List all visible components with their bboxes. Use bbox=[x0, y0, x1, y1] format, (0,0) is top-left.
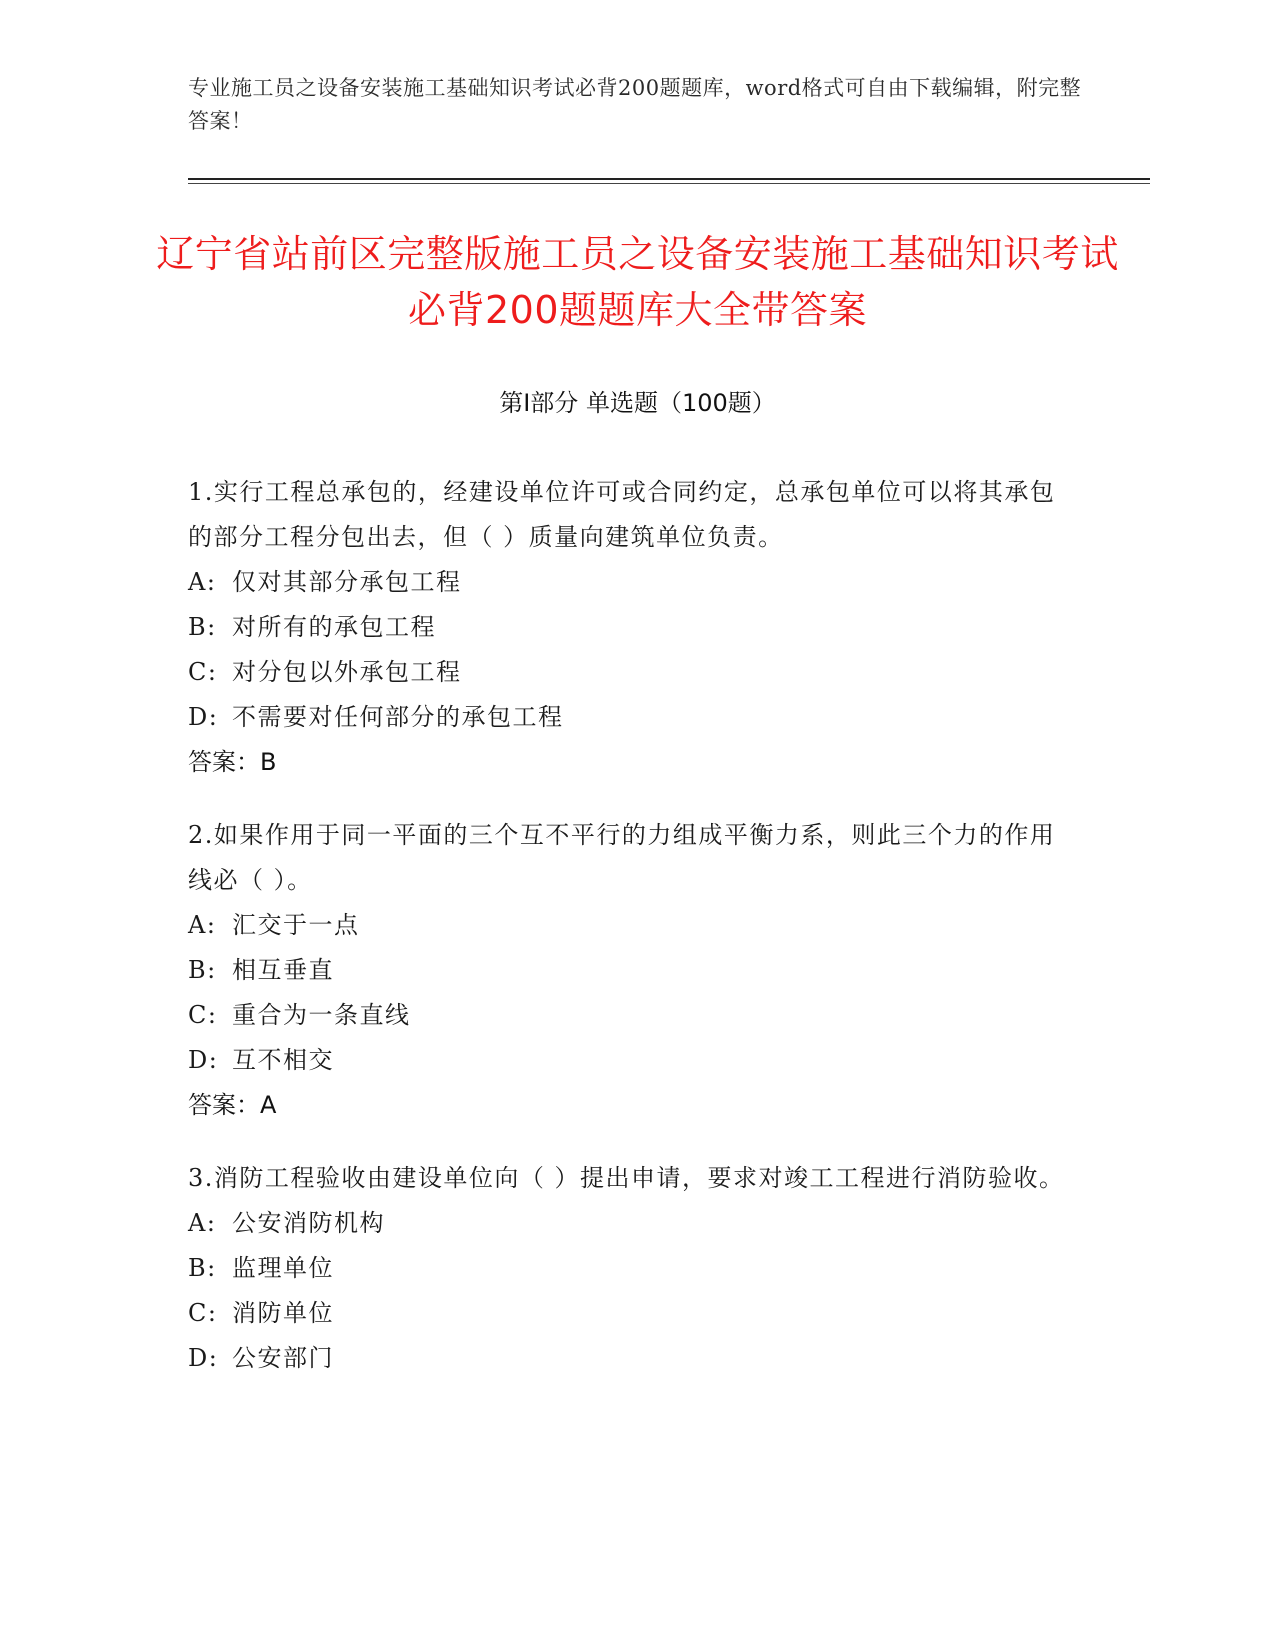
option-text: 对所有的承包工程 bbox=[232, 613, 436, 641]
option-letter: B: bbox=[188, 1254, 217, 1282]
option-c bbox=[188, 650, 1078, 695]
option-letter: D: bbox=[188, 703, 219, 731]
option-text: 重合为一条直线 bbox=[232, 1001, 411, 1029]
question-2 bbox=[188, 813, 1078, 1128]
option-d bbox=[188, 695, 1078, 740]
option-text: 对分包以外承包工程 bbox=[232, 658, 462, 686]
option-letter: C: bbox=[188, 658, 218, 686]
option-letter: B: bbox=[188, 956, 217, 984]
option-letter: B: bbox=[188, 613, 217, 641]
option-text: 汇交于一点 bbox=[232, 911, 360, 939]
question-stem: 1.实行工程总承包的，经建设单位许可或合同约定，总承包单位可以将其承包的部分工程分包出去，但（ ）质量向建筑单位负责。 bbox=[188, 478, 1056, 551]
option-b bbox=[188, 605, 1078, 650]
header-rule-thick bbox=[188, 178, 1150, 180]
option-c bbox=[188, 1291, 1078, 1336]
answer-prefix: 答案： bbox=[188, 748, 260, 776]
option-text: 公安部门 bbox=[232, 1344, 334, 1372]
option-letter: A: bbox=[188, 1209, 217, 1237]
option-letter: D: bbox=[188, 1344, 219, 1372]
option-b bbox=[188, 948, 1078, 993]
answer-value: B bbox=[260, 748, 277, 776]
question-1 bbox=[188, 470, 1078, 785]
answer-value: A bbox=[260, 1091, 277, 1119]
option-d bbox=[188, 1038, 1078, 1083]
question-stem: 2.如果作用于同一平面的三个互不平行的力组成平衡力系，则此三个力的作用线必（ ）。 bbox=[188, 821, 1056, 894]
option-text: 不需要对任何部分的承包工程 bbox=[232, 703, 564, 731]
question-3 bbox=[188, 1156, 1078, 1381]
question-stem: 3.消防工程验收由建设单位向（ ）提出申请，要求对竣工工程进行消防验收。 bbox=[188, 1164, 1065, 1192]
option-a bbox=[188, 903, 1078, 948]
option-b bbox=[188, 1246, 1078, 1291]
option-letter: C: bbox=[188, 1001, 218, 1029]
header-note: 专业施工员之设备安装施工基础知识考试必背200题题库，word格式可自由下载编辑，附完整答案！ bbox=[188, 76, 1082, 133]
option-text: 互不相交 bbox=[232, 1046, 334, 1074]
section-heading: 第Ⅰ部分 单选题（100题） bbox=[499, 389, 776, 417]
option-d bbox=[188, 1336, 1078, 1381]
option-text: 仅对其部分承包工程 bbox=[232, 568, 462, 596]
answer-prefix: 答案： bbox=[188, 1091, 260, 1119]
option-letter: A: bbox=[188, 568, 217, 596]
header-rule-thin bbox=[188, 183, 1150, 184]
answer-line bbox=[188, 1083, 1078, 1128]
option-letter: D: bbox=[188, 1046, 219, 1074]
option-text: 相互垂直 bbox=[232, 956, 334, 984]
option-letter: A: bbox=[188, 911, 217, 939]
option-a bbox=[188, 560, 1078, 605]
question-list bbox=[188, 470, 1078, 1409]
option-text: 监理单位 bbox=[232, 1254, 334, 1282]
document-title: 辽宁省站前区完整版施工员之设备安装施工基础知识考试必背200题题库大全带答案 bbox=[156, 232, 1119, 332]
option-a bbox=[188, 1201, 1078, 1246]
option-text: 公安消防机构 bbox=[232, 1209, 385, 1237]
option-letter: C: bbox=[188, 1299, 218, 1327]
option-c bbox=[188, 993, 1078, 1038]
answer-line bbox=[188, 740, 1078, 785]
option-text: 消防单位 bbox=[232, 1299, 334, 1327]
